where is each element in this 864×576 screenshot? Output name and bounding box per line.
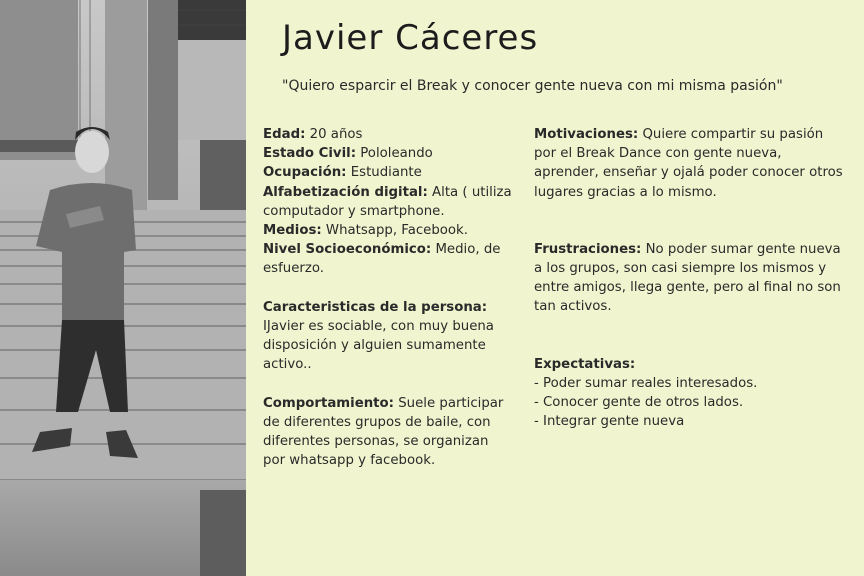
goals-column [534,125,846,431]
caracteristicas-text: IJavier es sociable, con muy buena disposición y alguien sumamente activo.. [263,319,494,373]
persona-card [246,0,864,576]
edad-row [263,125,513,144]
expectativas-label: Expectativas: [534,356,636,372]
expectativa-item: - Poder sumar reales interesados. [534,375,758,391]
motivaciones-text: Quiere compartir su pasión por el Break Dance con gente nueva, aprender, enseñar y ojalá poder conocer otros lugares gracias a lo mismo. [534,127,843,200]
alfabetizacion-value: Alta ( utiliza computador y smartphone. [263,184,512,219]
ocupacion-label: Ocupación: [263,165,347,181]
comportamiento-label: Comportamiento: [263,395,394,411]
estado-civil-label: Estado Civil: [263,146,357,162]
edad-value: 20 años [305,127,363,142]
nivel-socioeconomico-label: Nivel Socioeconómico: [263,242,432,258]
persona-quote: "Quiero esparcir el Break y conocer gente nueva con mi misma pasión" [282,78,783,94]
expectativa-item: - Integrar gente nueva [534,414,685,430]
comportamiento-row [263,394,513,471]
persona-name: Javier Cáceres [282,18,539,58]
comportamiento-text: Suele participar de diferentes grupos de baile, con diferentes personas, se organizan por whatsapp y facebook. [263,395,504,469]
alfabetizacion-label: Alfabetización digital: [263,184,428,200]
expectativa-item: - Conocer gente de otros lados. [534,395,744,411]
motivaciones-section [534,125,846,202]
frustraciones-section [534,240,846,317]
motivaciones-label: Motivaciones: [534,127,639,142]
ocupacion-row [263,163,513,182]
alfabetizacion-row [263,183,513,221]
frustraciones-text: No poder sumar gente nueva a los grupos, son casi siempre los mismos y entre amigos, llega gente, pero al final no son tan activos. [534,241,841,315]
caracteristicas-label: Caracteristicas de la persona: [263,299,488,315]
frustraciones-label: Frustraciones: [534,241,642,257]
expectativas-list [534,374,846,432]
nivel-socioeconomico-value: Medio, de esfuerzo. [263,242,501,277]
persona-photo [0,0,246,576]
demographics-column [263,125,513,471]
medios-label: Medios: [263,223,322,239]
medios-row [263,221,513,240]
nivel-socioeconomico-row [263,240,513,278]
edad-label: Edad: [263,127,306,142]
estado-civil-row [263,144,513,163]
estado-civil-value: Pololeando [356,146,433,162]
persona-photo-illustration [0,0,246,576]
ocupacion-value: Estudiante [346,165,422,181]
medios-value: Whatsapp, Facebook. [321,223,468,239]
